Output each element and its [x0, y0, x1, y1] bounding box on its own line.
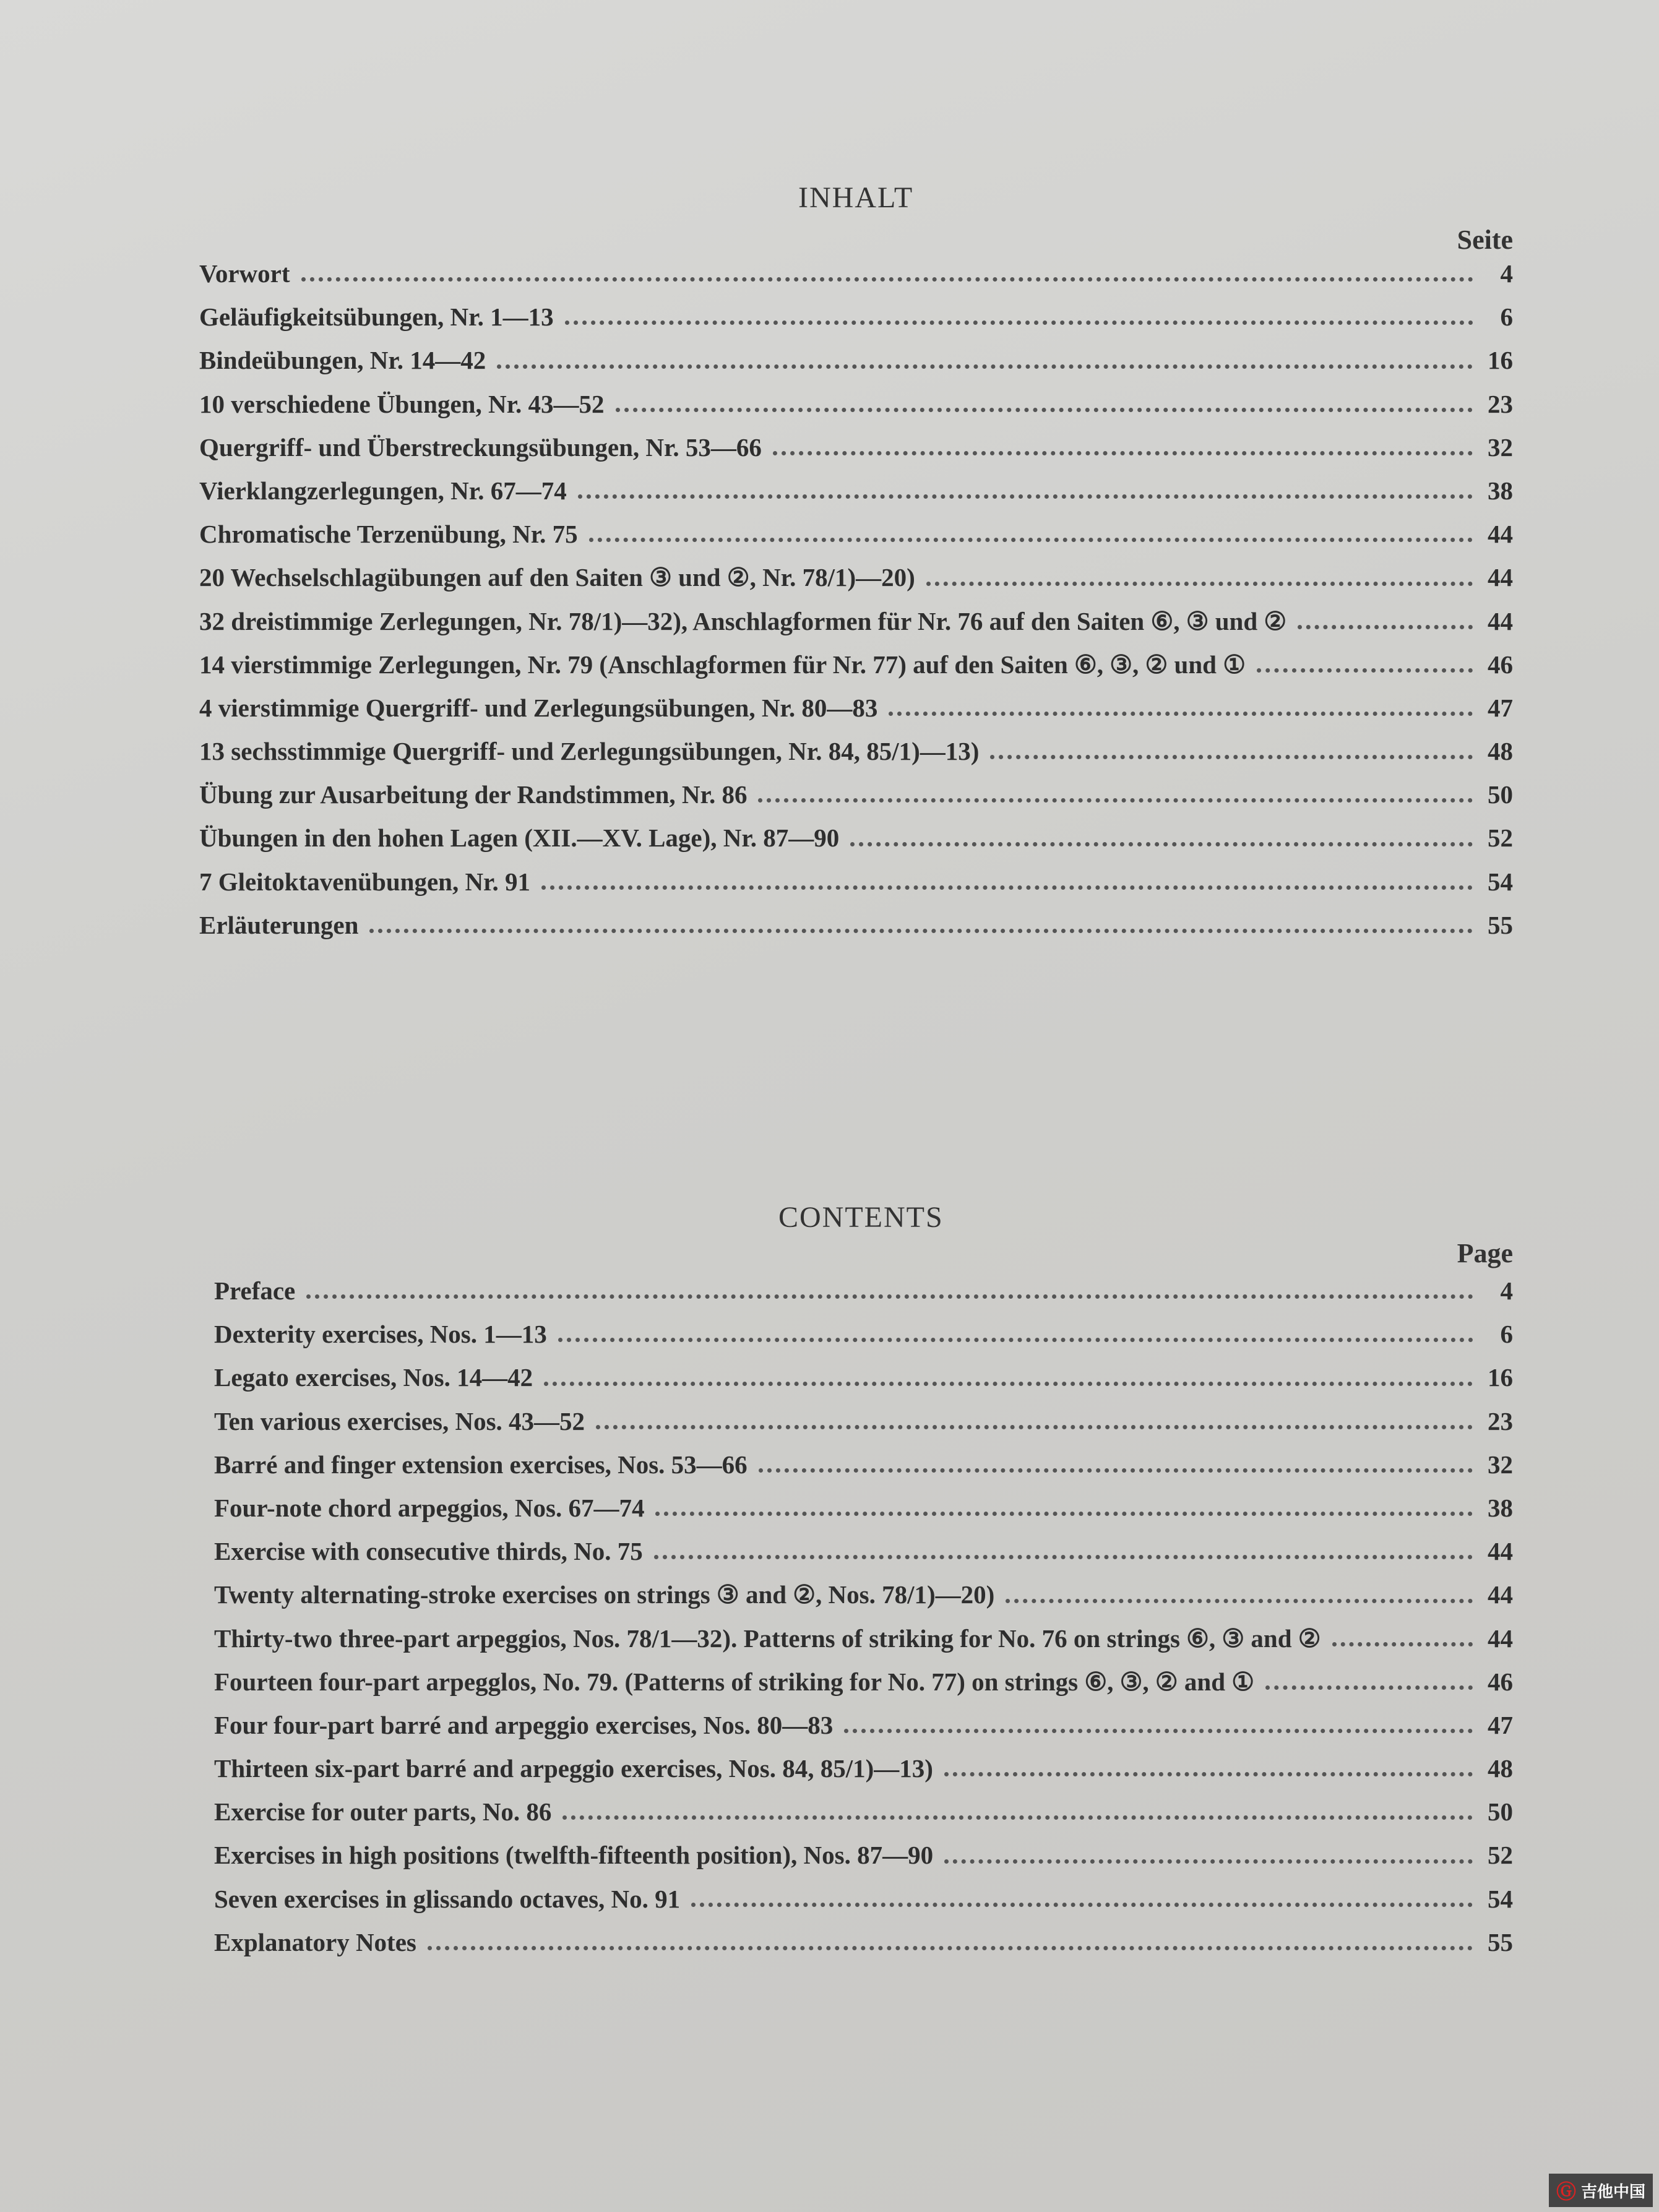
dot-leader — [589, 537, 1473, 542]
entry-label: Quergriff- und Überstreckungsübungen, Nr. 53—66 — [199, 433, 762, 462]
dot-leader — [428, 1945, 1473, 1950]
entry-page: 46 — [1488, 1667, 1513, 1696]
entry-page: 23 — [1488, 389, 1513, 418]
entry-label: Barré and finger extension exercises, Nos. 53—66 — [214, 1450, 748, 1479]
toc-entry[interactable] — [214, 1927, 1513, 1958]
entry-label: 7 Gleitoktavenübungen, Nr. 91 — [199, 867, 530, 896]
toc-entry[interactable] — [214, 1710, 1513, 1741]
entry-label: Thirty-two three-part arpeggios, Nos. 78/1—32). Patterns of striking for No. 76 on strings ⑥, ③ and ② — [214, 1624, 1321, 1653]
entry-label: 32 dreistimmige Zerlegungen, Nr. 78/1)—32), Anschlagformen für Nr. 76 auf den Saiten ⑥, ③ und ② — [199, 606, 1287, 635]
toc-entry[interactable] — [199, 693, 1513, 723]
toc-entry[interactable] — [199, 389, 1513, 420]
toc-entry[interactable] — [214, 1754, 1513, 1784]
dot-leader — [759, 1468, 1473, 1473]
entry-label: Ten various exercises, Nos. 43—52 — [214, 1406, 585, 1435]
entry-page: 44 — [1488, 606, 1513, 635]
toc-entry[interactable] — [214, 1840, 1513, 1870]
contents-title: CONTENTS — [778, 1201, 944, 1234]
toc-entry[interactable] — [199, 562, 1513, 593]
dot-leader — [944, 1859, 1473, 1864]
g-logo-icon: Ⓖ — [1556, 2180, 1576, 2203]
watermark-logo — [1549, 2174, 1653, 2207]
dot-leader — [844, 1728, 1473, 1733]
dot-leader — [1006, 1598, 1473, 1603]
toc-entry[interactable] — [214, 1884, 1513, 1914]
toc-entry[interactable] — [214, 1624, 1513, 1654]
dot-leader — [565, 320, 1473, 325]
dot-leader — [691, 1902, 1473, 1907]
toc-entry[interactable] — [214, 1580, 1513, 1610]
dot-leader — [562, 1815, 1473, 1820]
toc-entry[interactable] — [199, 302, 1513, 332]
toc-entry[interactable] — [214, 1406, 1513, 1437]
toc-entry[interactable] — [214, 1276, 1513, 1306]
entry-page: 52 — [1488, 1841, 1513, 1870]
dot-leader — [1257, 668, 1473, 673]
toc-entry[interactable] — [214, 1493, 1513, 1523]
entry-page: 6 — [1500, 1320, 1513, 1349]
entry-page: 52 — [1488, 824, 1513, 853]
dot-leader — [944, 1771, 1473, 1776]
dot-leader — [558, 1337, 1473, 1342]
entry-label: Exercise with consecutive thirds, No. 75 — [214, 1537, 643, 1566]
entry-label: Vierklangzerlegungen, Nr. 67—74 — [199, 476, 567, 505]
toc-entry[interactable] — [199, 780, 1513, 810]
dot-leader — [301, 277, 1473, 282]
dot-leader — [773, 450, 1473, 455]
entry-label: Dexterity exercises, Nos. 1—13 — [214, 1320, 547, 1349]
entry-label: Chromatische Terzenübung, Nr. 75 — [199, 520, 578, 549]
toc-entry[interactable] — [199, 519, 1513, 549]
dot-leader — [596, 1424, 1473, 1429]
entry-label: Fourteen four-part arpegglos, No. 79. (Patterns of striking for No. 77) on strings ⑥, ③, ② and ① — [214, 1667, 1254, 1696]
entry-label: Preface — [214, 1276, 296, 1305]
page-header: Page — [1457, 1238, 1513, 1268]
entry-label: Four four-part barré and arpeggio exercises, Nos. 80—83 — [214, 1710, 834, 1739]
entry-label: 4 vierstimmige Quergriff- und Zerlegungsübungen, Nr. 80—83 — [199, 693, 878, 722]
entry-label: Legato exercises, Nos. 14—42 — [214, 1363, 533, 1392]
entry-page: 44 — [1488, 563, 1513, 592]
dot-leader — [616, 407, 1473, 412]
entry-page: 38 — [1488, 476, 1513, 505]
watermark-text: 吉他中国 — [1580, 2182, 1645, 2201]
toc-entry[interactable] — [199, 867, 1513, 897]
toc-entry[interactable] — [214, 1450, 1513, 1480]
entry-page: 44 — [1488, 520, 1513, 549]
entry-label: 10 verschiedene Übungen, Nr. 43—52 — [199, 389, 605, 418]
toc-entry[interactable] — [214, 1536, 1513, 1567]
entry-label: 13 sechsstimmige Quergriff- und Zerlegungsübungen, Nr. 84, 85/1)—13) — [199, 737, 980, 766]
toc-entry[interactable] — [199, 345, 1513, 376]
toc-entry[interactable] — [214, 1797, 1513, 1827]
dot-leader — [926, 581, 1473, 586]
entry-label: Exercise for outer parts, No. 86 — [214, 1797, 552, 1827]
entry-label: Vorwort — [199, 259, 290, 288]
entry-page: 48 — [1488, 737, 1513, 766]
toc-entry[interactable] — [199, 606, 1513, 637]
entry-label: Geläufigkeitsübungen, Nr. 1—13 — [199, 303, 554, 332]
entry-label: Übungen in den hohen Lagen (XII.—XV. Lage), Nr. 87—90 — [199, 824, 840, 853]
entry-page: 4 — [1500, 1276, 1513, 1305]
entry-page: 55 — [1488, 910, 1513, 939]
dot-leader — [1298, 624, 1473, 629]
toc-entry[interactable] — [199, 259, 1513, 289]
dot-leader — [1332, 1642, 1473, 1646]
entry-label: Seven exercises in glissando octaves, No. 91 — [214, 1884, 681, 1913]
entry-page: 32 — [1488, 1450, 1513, 1479]
entry-label: Übung zur Ausarbeitung der Randstimmen, Nr. 86 — [199, 780, 748, 809]
dot-leader — [655, 1511, 1473, 1516]
toc-entry[interactable] — [214, 1319, 1513, 1349]
entry-page: 32 — [1488, 433, 1513, 462]
dot-leader — [544, 1381, 1473, 1386]
entry-label: Four-note chord arpeggios, Nos. 67—74 — [214, 1493, 645, 1522]
entry-label: Twenty alternating-stroke exercises on strings ③ and ②, Nos. 78/1)—20) — [214, 1580, 995, 1609]
toc-entry[interactable] — [214, 1362, 1513, 1393]
entry-page: 50 — [1488, 1797, 1513, 1827]
entry-label: 14 vierstimmige Zerlegungen, Nr. 79 (Anschlagformen für Nr. 77) auf den Saiten ⑥, ③, ② und ① — [199, 650, 1246, 679]
toc-entry[interactable] — [199, 736, 1513, 767]
entry-page: 16 — [1488, 1363, 1513, 1392]
entry-page: 38 — [1488, 1493, 1513, 1522]
entry-page: 44 — [1488, 1624, 1513, 1653]
dot-leader — [654, 1554, 1473, 1559]
toc-entry[interactable] — [199, 433, 1513, 463]
dot-leader — [541, 885, 1473, 890]
toc-entry[interactable] — [199, 910, 1513, 940]
dot-leader — [990, 754, 1473, 759]
entry-page: 44 — [1488, 1537, 1513, 1566]
toc-entry[interactable] — [199, 823, 1513, 853]
entry-page: 47 — [1488, 1710, 1513, 1739]
entry-page: 47 — [1488, 693, 1513, 722]
dot-leader — [369, 928, 1473, 933]
dot-leader — [578, 494, 1473, 499]
entry-page: 50 — [1488, 780, 1513, 809]
dot-leader — [889, 711, 1473, 716]
entry-label: Explanatory Notes — [214, 1927, 416, 1956]
entry-label: Erläuterungen — [199, 910, 359, 939]
entry-page: 16 — [1488, 346, 1513, 375]
dot-leader — [1265, 1685, 1473, 1690]
toc-entry[interactable] — [199, 650, 1513, 680]
dot-leader — [306, 1294, 1473, 1299]
german-toc — [199, 259, 1513, 953]
dot-leader — [497, 364, 1473, 369]
entry-page: 23 — [1488, 1406, 1513, 1435]
entry-label: 20 Wechselschlagübungen auf den Saiten ③ und ②, Nr. 78/1)—20) — [199, 563, 915, 592]
entry-page: 55 — [1488, 1927, 1513, 1956]
entry-label: Thirteen six-part barré and arpeggio exercises, Nos. 84, 85/1)—13) — [214, 1754, 933, 1783]
toc-entry[interactable] — [199, 476, 1513, 506]
entry-page: 48 — [1488, 1754, 1513, 1783]
entry-label: Bindeübungen, Nr. 14—42 — [199, 346, 486, 375]
entry-page: 6 — [1500, 303, 1513, 332]
entry-label: Exercises in high positions (twelfth-fifteenth position), Nos. 87—90 — [214, 1841, 934, 1870]
entry-page: 44 — [1488, 1580, 1513, 1609]
english-toc — [214, 1276, 1513, 1971]
toc-entry[interactable] — [214, 1667, 1513, 1697]
entry-page: 4 — [1500, 259, 1513, 288]
entry-page: 54 — [1488, 1884, 1513, 1913]
seite-header: Seite — [1457, 225, 1513, 255]
entry-page: 46 — [1488, 650, 1513, 679]
dot-leader — [850, 841, 1473, 846]
inhalt-title: INHALT — [798, 181, 914, 214]
dot-leader — [758, 798, 1473, 803]
entry-page: 54 — [1488, 867, 1513, 896]
